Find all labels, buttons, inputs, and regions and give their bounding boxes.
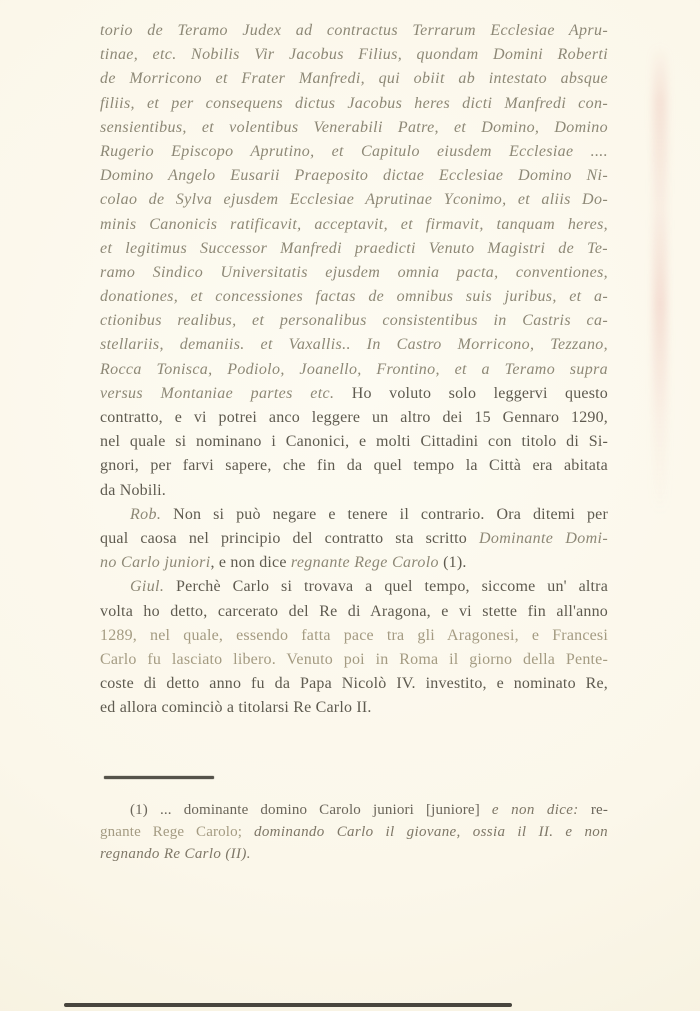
italic-text-segment: Rob. — [130, 505, 162, 523]
italic-text-segment: Rocca Tonisca, Podiolo, Joanello, Frontino, et a Teramo supra — [100, 360, 608, 378]
italic-text-segment: torio de Teramo Judex ad contractus Terrarum Ecclesiae Apru- — [100, 22, 608, 39]
text-line — [100, 430, 608, 454]
italic-text-segment: versus Montaniae partes etc. — [100, 384, 335, 402]
text-line — [100, 799, 608, 821]
text-line — [100, 92, 608, 116]
roman-text-segment: gnori, per farvi sapere, che fin da quel tempo la Città era abitata — [100, 457, 608, 475]
italic-text-segment: Giul. — [130, 578, 165, 596]
italic-text-segment: Dominante Domi- — [478, 529, 608, 547]
text-line — [100, 624, 608, 648]
text-line — [100, 503, 608, 527]
text-line — [100, 843, 608, 865]
text-line — [100, 454, 608, 478]
roman-text-segment: contratto, e vi potrei anco leggere un altro dei 15 Gennaro 1290, — [100, 409, 608, 426]
italic-text-segment: regnante Rege Carolo — [290, 554, 439, 572]
text-line — [100, 261, 608, 285]
text-line — [100, 551, 608, 575]
text-line — [100, 285, 608, 309]
text-line — [100, 575, 608, 599]
italic-text-segment: stellariis, demaniis. et Vaxallis.. In Castro Morricono, Tezzano, — [100, 336, 608, 354]
roman-text-segment: re- — [590, 802, 608, 818]
text-line — [100, 600, 608, 624]
italic-text-segment: Rugerio Episcopo Aprutino, et Capitulo eiusdem Ecclesiae .... — [100, 142, 608, 160]
text-line — [100, 382, 608, 406]
roman-text-segment: volta ho detto, carcerato del Re di Aragona, e vi stette fin all'anno — [100, 602, 608, 620]
text-line — [100, 237, 608, 261]
text-line — [100, 333, 608, 357]
roman-text-segment: ed allora cominciò a titolarsi Re Carlo II. — [100, 699, 372, 717]
text-line — [100, 527, 608, 551]
roman-text-segment: Non si può negare e tenere il contrario. Ora ditemi per — [161, 505, 608, 523]
italic-text-segment: dominando Carlo il giovane, ossia il II. e non — [253, 824, 608, 840]
italic-text-segment: sensientibus, et volentibus Venerabili Patre, et Domino, Domino — [100, 118, 608, 136]
roman-text-segment: qual caosa nel principio del contratto sta scritto — [100, 529, 479, 547]
roman-text-segment: (1). — [438, 554, 467, 572]
text-line — [100, 213, 608, 237]
text-line — [100, 672, 608, 696]
roman-text-segment: Perchè Carlo si trovava a quel tempo, siccome un' altra — [164, 578, 608, 596]
text-line — [100, 67, 608, 91]
text-line — [100, 164, 608, 188]
main-text-block — [100, 19, 608, 720]
italic-text-segment: tinae, etc. Nobilis Vir Jacobus Filius, quondam Domini Roberti — [100, 46, 608, 64]
italic-text-segment: ramo Sindico Universitatis ejusdem omnia pacta, conventiones, — [100, 263, 608, 281]
roman-text-segment: 1289, nel quale, essendo fatta pace tra gli Aragonesi, e Francesi — [100, 626, 608, 644]
italic-text-segment: et legitimus Successor Manfredi praedicti Venuto Magistri de Te- — [100, 239, 608, 257]
footnote-block — [100, 799, 608, 865]
roman-text-segment: coste di detto anno fu da Papa Nicolò IV. investito, e nominato Re, — [100, 675, 608, 693]
roman-text-segment: gnante Rege Carolo; — [100, 824, 254, 840]
italic-text-segment: donationes, et concessiones factas de omnibus suis juribus, et a- — [100, 288, 608, 306]
footnote-separator — [104, 776, 214, 779]
text-line — [100, 696, 608, 720]
text-line — [100, 406, 608, 430]
italic-text-segment: no Carlo juniori — [100, 554, 211, 572]
scan-bottom-edge-line — [64, 1003, 512, 1007]
roman-text-segment: da Nobili. — [100, 481, 166, 499]
text-line — [100, 43, 608, 67]
text-line — [100, 188, 608, 212]
roman-text-segment: Ho voluto solo leggervi questo — [334, 384, 608, 402]
italic-text-segment: regnando Re Carlo (II). — [100, 846, 251, 862]
italic-text-segment: colao de Sylva ejusdem Ecclesiae Aprutinae Yconimo, et aliis Do- — [100, 191, 608, 209]
roman-text-segment: (1) ... dominante domino Carolo juniori [juniore] — [130, 802, 492, 818]
scan-edge-smudge — [653, 45, 667, 515]
italic-text-segment: filiis, et per consequens dictus Jacobus heres dicti Manfredi con- — [100, 94, 608, 112]
italic-text-segment: minis Canonicis ratificavit, acceptavit, et firmavit, tanquam heres, — [100, 215, 608, 233]
italic-text-segment: de Morricono et Frater Manfredi, qui obiit ab intestato absque — [100, 70, 608, 88]
text-line — [100, 479, 608, 503]
text-line — [100, 821, 608, 843]
roman-text-segment: nel quale si nominano i Canonici, e molti Cittadini con titolo di Si- — [100, 433, 608, 451]
text-line — [100, 309, 608, 333]
text-line — [100, 19, 608, 43]
italic-text-segment: Domino Angelo Eusarii Praeposito dictae Ecclesiae Domino Ni- — [100, 167, 608, 185]
italic-text-segment: e non dice: — [491, 802, 591, 818]
italic-text-segment: ctionibus realibus, et personalibus consistentibus in Castris ca- — [100, 312, 608, 330]
text-line — [100, 648, 608, 672]
text-line — [100, 140, 608, 164]
text-line — [100, 116, 608, 140]
text-line — [100, 358, 608, 382]
roman-text-segment: Carlo fu lasciato libero. Venuto poi in Roma il giorno della Pente- — [100, 650, 608, 668]
roman-text-segment: , e non dice — [210, 554, 291, 572]
